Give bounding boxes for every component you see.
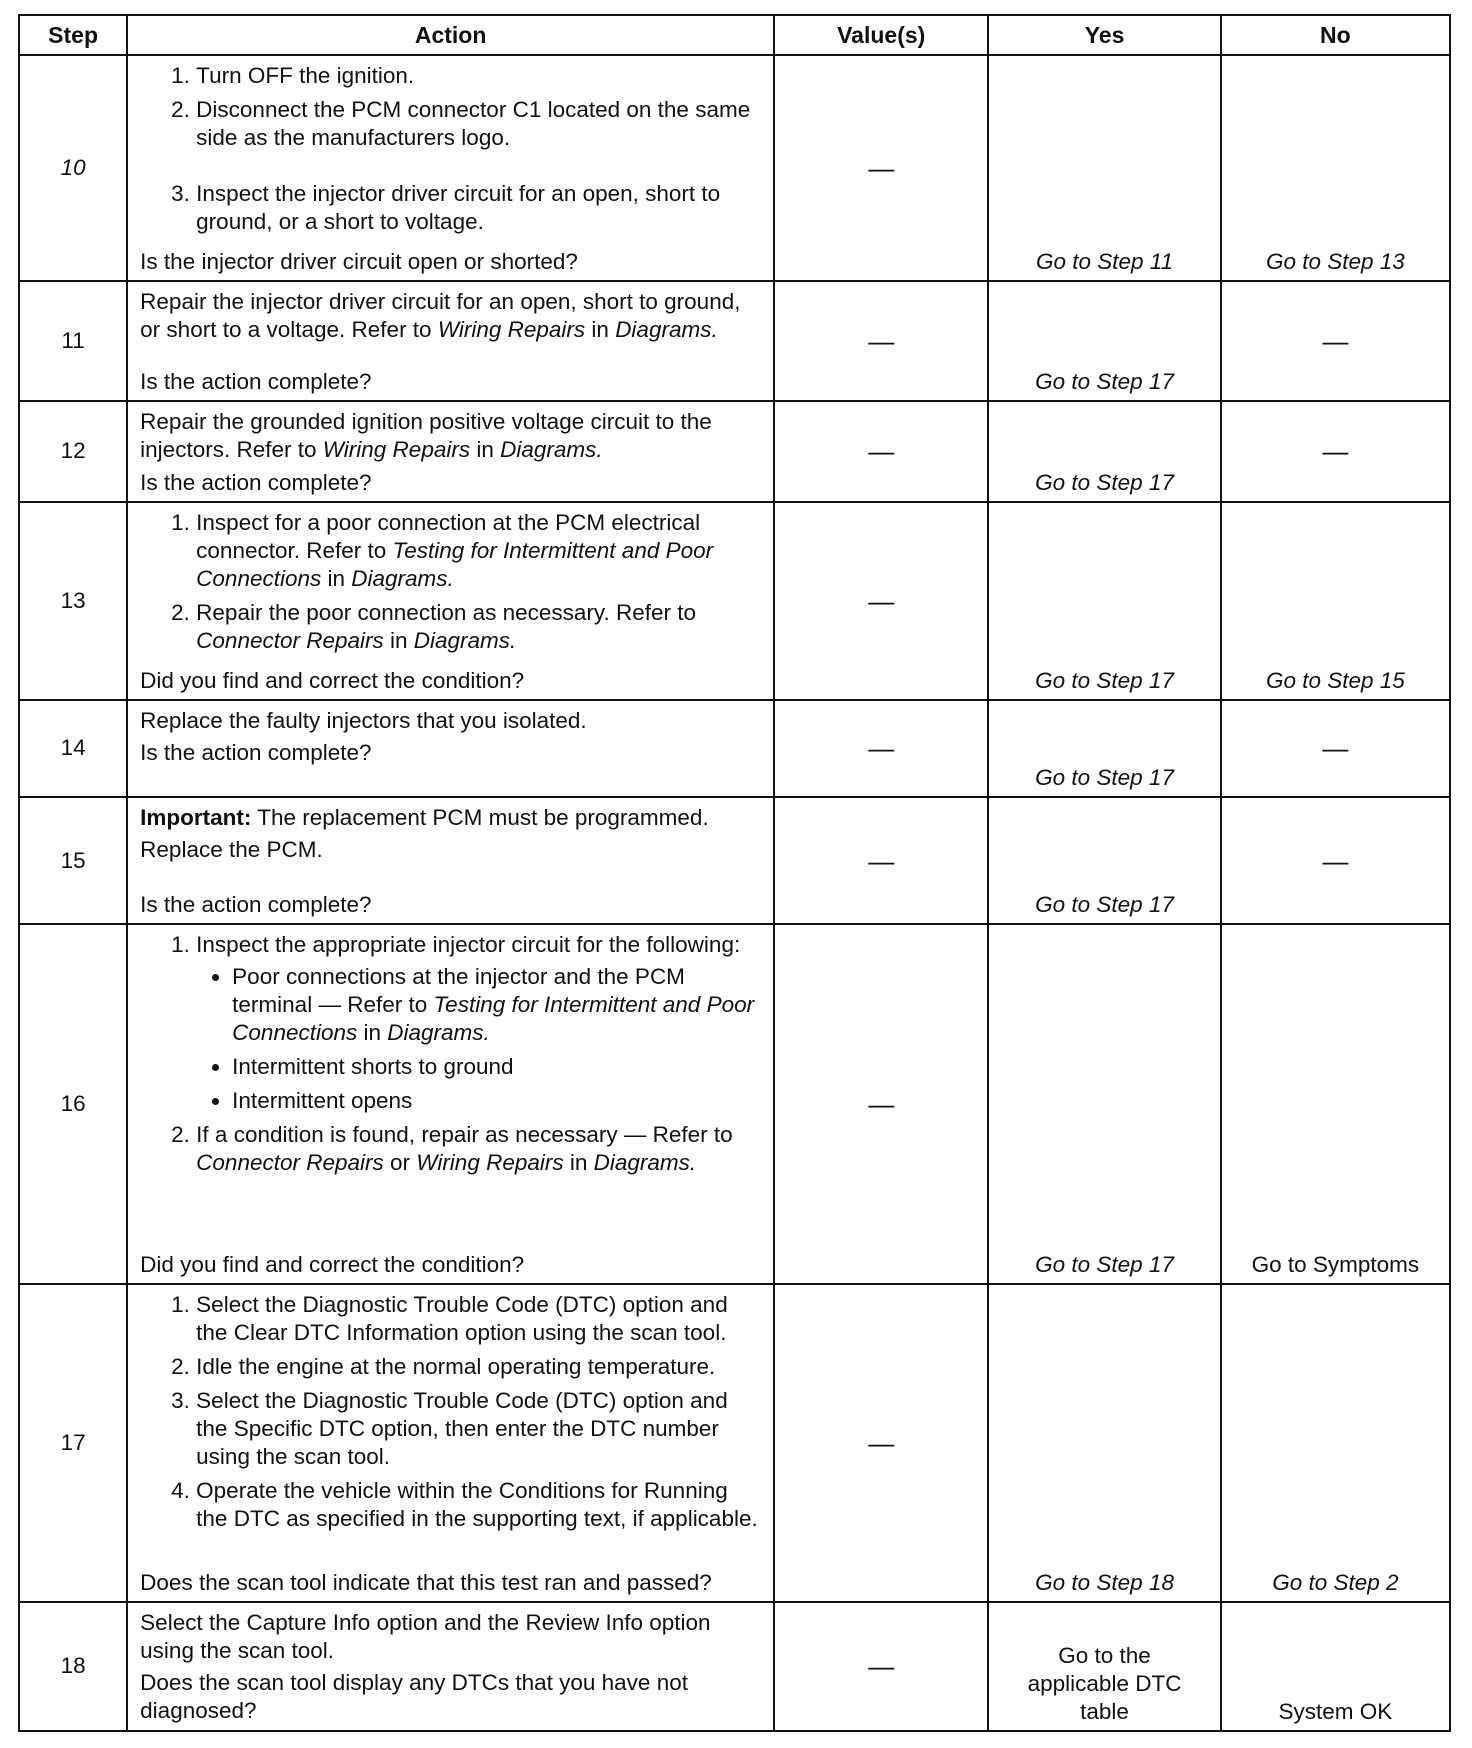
reference-link: Diagrams. <box>387 1020 490 1046</box>
yes-result: Go to Step 17 <box>988 797 1220 924</box>
action-step: 2. Idle the engine at the normal operating temperature. <box>196 1353 763 1381</box>
action-cell <box>127 55 774 281</box>
reference-link: Connector Repairs <box>196 627 384 653</box>
yes-result: Go to Step 18 <box>988 1284 1220 1601</box>
reference-link: Wiring Repairs <box>437 317 586 343</box>
value-cell: — <box>774 924 988 1284</box>
no-result: — <box>1221 281 1450 400</box>
action-question: Is the action complete? <box>140 368 372 394</box>
important-note: Important: The replacement PCM must be programmed. <box>140 804 709 830</box>
step-number: 11 <box>19 281 127 400</box>
value-cell: — <box>774 55 988 281</box>
action-step: 1. Inspect for a poor connection at the PCM electrical connector. Refer to Testing for Intermittent and Poor Connections in Diagrams. <box>196 509 763 593</box>
value-cell: — <box>774 1284 988 1601</box>
header-yes: Yes <box>988 15 1220 55</box>
yes-result: Go to the applicable DTC table <box>988 1602 1220 1731</box>
diagnostic-table <box>18 14 1451 1732</box>
step-number: 18 <box>19 1602 127 1731</box>
step-number: 12 <box>19 401 127 502</box>
action-cell <box>127 281 774 400</box>
reference-link: Diagrams. <box>351 565 454 591</box>
action-question: Did you find and correct the condition? <box>140 667 525 693</box>
step-number: 15 <box>19 797 127 924</box>
reference-link: Wiring Repairs <box>322 436 471 462</box>
action-question: Is the injector driver circuit open or shorted? <box>140 249 578 275</box>
value-cell: — <box>774 401 988 502</box>
value-cell: — <box>774 797 988 924</box>
value-cell: — <box>774 1602 988 1731</box>
action-text: Select the Capture Info option and the Review Info option using the scan tool. <box>140 1609 711 1663</box>
step-number: 13 <box>19 502 127 700</box>
action-question: Did you find and correct the condition? <box>140 1252 525 1278</box>
action-cell <box>127 797 774 924</box>
table-row-step-16 <box>19 924 1450 1284</box>
value-cell: — <box>774 502 988 700</box>
step-number: 17 <box>19 1284 127 1601</box>
action-text: Repair the injector driver circuit for an open, short to ground, or short to a voltage. Refer to Wiring Repairs in Diagrams. <box>140 289 741 343</box>
header-no: No <box>1221 15 1450 55</box>
action-steps <box>140 62 763 242</box>
action-step: 2. If a condition is found, repair as necessary — Refer to Connector Repairs or Wiring Repairs in Diagrams. <box>196 1121 763 1177</box>
table-row-step-14 <box>19 700 1450 797</box>
action-steps <box>140 1291 763 1539</box>
no-result: System OK <box>1221 1602 1450 1731</box>
action-step: 4. Operate the vehicle within the Conditions for Running the DTC as specified in the supporting text, if applicable. <box>196 1477 763 1533</box>
yes-result: Go to Step 17 <box>988 502 1220 700</box>
action-step: 2. Repair the poor connection as necessary. Refer to Connector Repairs in Diagrams. <box>196 599 763 655</box>
table-row-step-18 <box>19 1602 1450 1731</box>
bullet-item: • Intermittent opens <box>232 1087 763 1115</box>
table-row-step-12 <box>19 401 1450 502</box>
action-step: 1. Turn OFF the ignition. <box>196 62 763 90</box>
table-row-step-13 <box>19 502 1450 700</box>
action-question: Is the action complete? <box>140 739 372 765</box>
bullet-item: • Poor connections at the injector and the PCM terminal — Refer to Testing for Intermittent and Poor Connections in Diagrams. <box>232 963 763 1047</box>
step-number: 16 <box>19 924 127 1284</box>
reference-link: Diagrams. <box>615 317 718 343</box>
yes-result: Go to Step 17 <box>988 924 1220 1284</box>
reference-link: Diagrams. <box>500 436 603 462</box>
table-row-step-17 <box>19 1284 1450 1601</box>
action-question: Does the scan tool indicate that this test ran and passed? <box>140 1569 712 1595</box>
table-row-step-11 <box>19 281 1450 400</box>
action-text: Replace the PCM. <box>140 836 323 862</box>
bullet-list <box>196 963 763 1115</box>
no-result: — <box>1221 401 1450 502</box>
action-step: 1. Select the Diagnostic Trouble Code (DTC) option and the Clear DTC Information option using the scan tool. <box>196 1291 763 1347</box>
header-values: Value(s) <box>774 15 988 55</box>
action-cell <box>127 1284 774 1601</box>
header-step: Step <box>19 15 127 55</box>
reference-link: Wiring Repairs <box>416 1150 564 1176</box>
step-number: 14 <box>19 700 127 797</box>
table-row-step-10 <box>19 55 1450 281</box>
yes-result: Go to Step 17 <box>988 700 1220 797</box>
header-row <box>19 15 1450 55</box>
action-cell <box>127 401 774 502</box>
no-result: Go to Step 13 <box>1221 55 1450 281</box>
no-result: Go to Step 2 <box>1221 1284 1450 1601</box>
action-cell <box>127 924 774 1284</box>
action-text: Replace the faulty injectors that you isolated. <box>140 707 587 733</box>
yes-result: Go to Step 17 <box>988 401 1220 502</box>
action-question: Does the scan tool display any DTCs that you have not diagnosed? <box>140 1669 688 1723</box>
action-step: 3. Select the Diagnostic Trouble Code (DTC) option and the Specific DTC option, then enter the DTC number using the scan tool. <box>196 1387 763 1471</box>
yes-result: Go to Step 11 <box>988 55 1220 281</box>
yes-result: Go to Step 17 <box>988 281 1220 400</box>
no-result: Go to Symptoms <box>1221 924 1450 1284</box>
action-step: 1. Inspect the appropriate injector circuit for the following: • Poor connections at the injector and the PCM terminal — Refer to Testing for Intermittent and Poor Connections in Diagrams. • Intermittent shorts to ground • Intermittent opens <box>196 931 763 1115</box>
action-steps <box>140 509 763 661</box>
action-question: Is the action complete? <box>140 469 372 495</box>
action-step: 2. Disconnect the PCM connector C1 located on the same side as the manufacturers logo. <box>196 96 763 152</box>
value-cell: — <box>774 281 988 400</box>
value-cell: — <box>774 700 988 797</box>
important-label: Important: <box>140 804 252 830</box>
action-text: Repair the grounded ignition positive voltage circuit to the injectors. Refer to Wiring Repairs in Diagrams. <box>140 408 712 462</box>
reference-link: Diagrams. <box>593 1150 697 1176</box>
bullet-item: • Intermittent shorts to ground <box>232 1053 763 1081</box>
action-step: 3. Inspect the injector driver circuit for an open, short to ground, or a short to voltage. <box>196 180 763 236</box>
action-cell <box>127 700 774 797</box>
no-result: — <box>1221 797 1450 924</box>
reference-link: Connector Repairs <box>196 1150 384 1176</box>
header-action: Action <box>127 15 774 55</box>
action-question: Is the action complete? <box>140 892 372 918</box>
action-cell <box>127 1602 774 1731</box>
reference-link: Testing for Intermittent and Poor Connections <box>232 992 755 1046</box>
no-result: Go to Step 15 <box>1221 502 1450 700</box>
reference-link: Diagrams. <box>413 627 517 653</box>
table-row-step-15 <box>19 797 1450 924</box>
step-number: 10 <box>19 55 127 281</box>
action-steps <box>140 931 763 1183</box>
action-cell <box>127 502 774 700</box>
reference-link: Testing for Intermittent and Poor Connections <box>196 537 714 591</box>
no-result: — <box>1221 700 1450 797</box>
